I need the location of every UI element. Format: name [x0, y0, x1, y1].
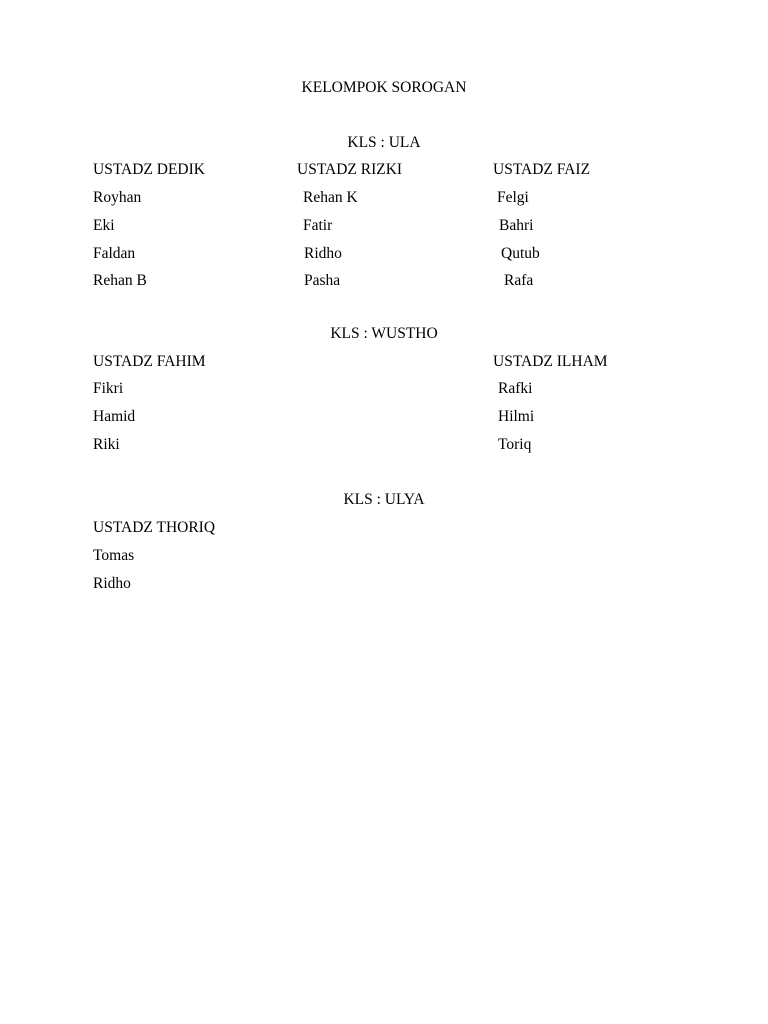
student-name: Rehan K [303, 189, 358, 206]
student-name: Faldan [93, 245, 136, 262]
teacher-name: USTADZ FAIZ [493, 161, 591, 178]
student-name: Hamid [93, 408, 136, 425]
student-name: Tomas [93, 547, 135, 564]
document-title: KELOMPOK SOROGAN [301, 79, 467, 96]
student-name: Hilmi [498, 408, 535, 425]
student-name: Toriq [498, 436, 532, 453]
teacher-name: USTADZ ILHAM [493, 353, 608, 370]
teacher-name: USTADZ RIZKI [297, 161, 403, 178]
student-name: Eki [93, 217, 115, 234]
student-name: Riki [93, 436, 120, 453]
student-name: Rehan B [93, 272, 147, 289]
section-heading-ulya: KLS : ULYA [343, 491, 425, 508]
student-name: Fatir [303, 217, 333, 234]
teacher-name: USTADZ THORIQ [93, 519, 216, 536]
student-name: Rafa [504, 272, 534, 289]
section-heading-ula: KLS : ULA [347, 134, 421, 151]
section-heading-wustho: KLS : WUSTHO [330, 325, 438, 342]
student-name: Ridho [304, 245, 342, 262]
student-name: Rafki [498, 380, 533, 397]
teacher-name: USTADZ DEDIK [93, 161, 205, 178]
student-name: Bahri [499, 217, 534, 234]
student-name: Fikri [93, 380, 124, 397]
student-name: Pasha [304, 272, 341, 289]
teacher-name: USTADZ FAHIM [93, 353, 206, 370]
student-name: Ridho [93, 575, 131, 592]
student-name: Felgi [497, 189, 529, 206]
student-name: Qutub [501, 245, 540, 262]
student-name: Royhan [93, 189, 142, 206]
